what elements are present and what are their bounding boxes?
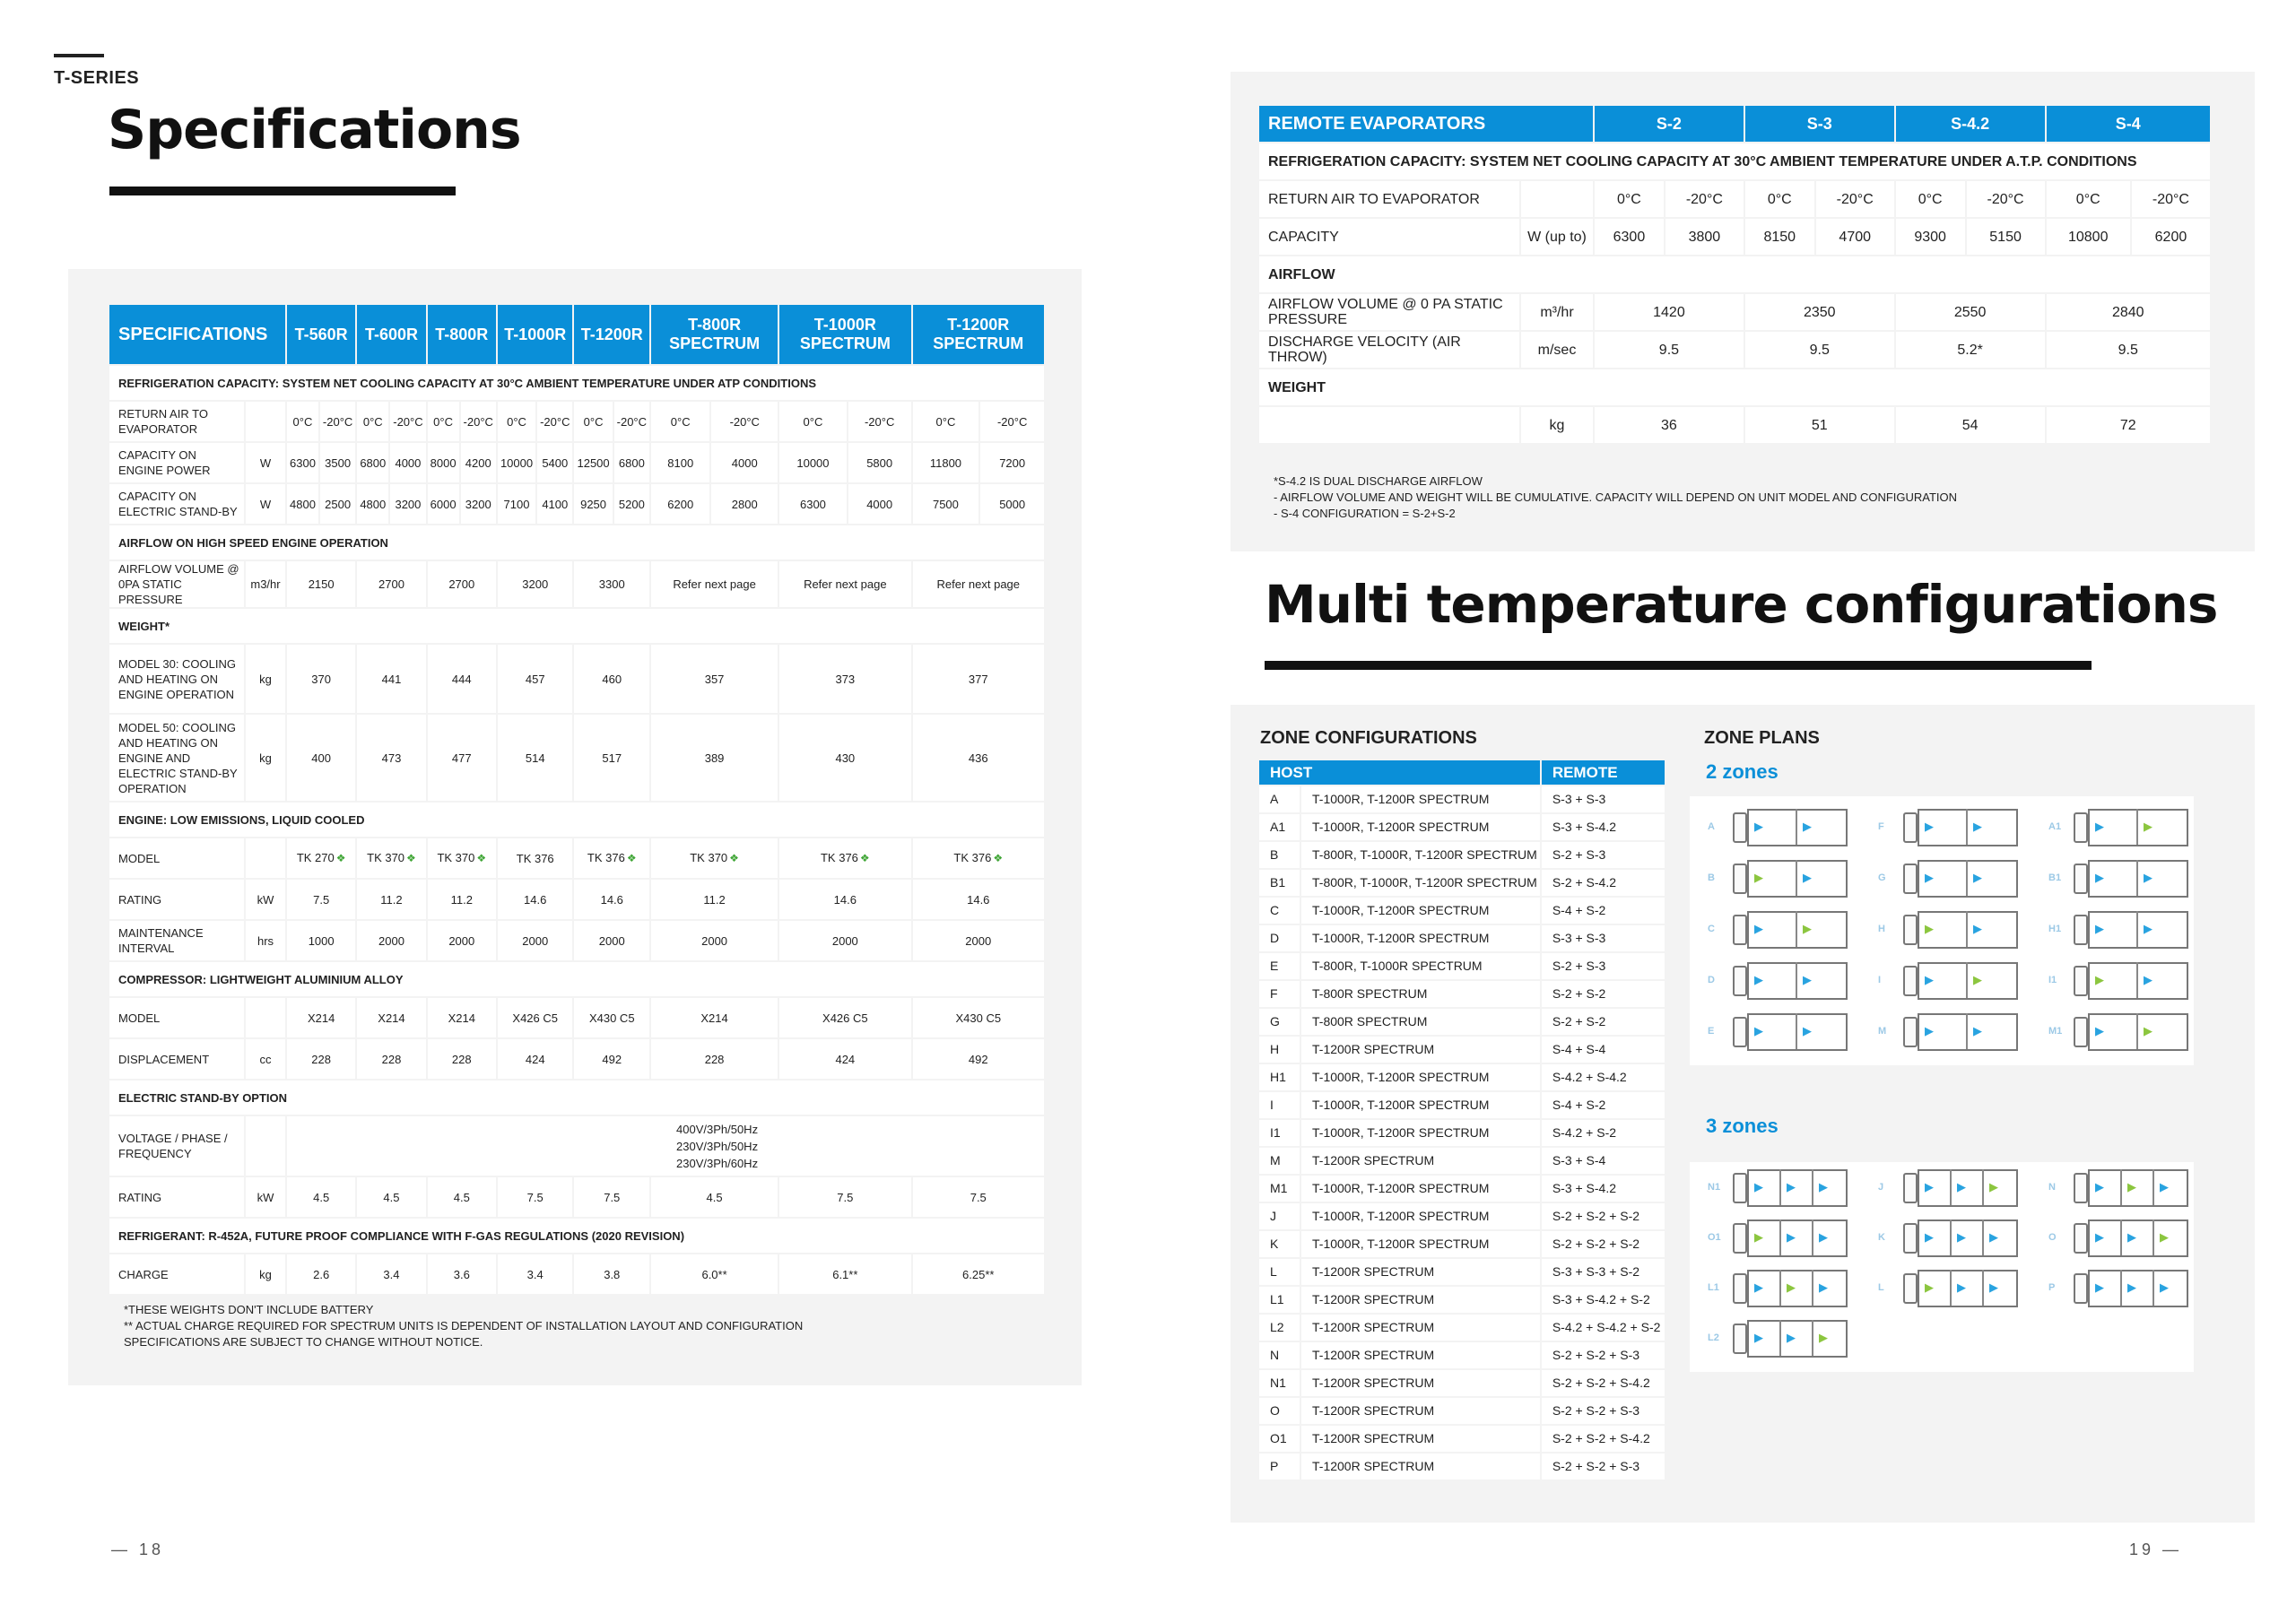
- leaf-icon: ❖: [476, 852, 487, 864]
- zone-divider: [2152, 1270, 2154, 1306]
- section-airflow: AIRFLOW ON HIGH SPEED ENGINE OPERATION: [109, 525, 1044, 560]
- airflow-arrow-icon: ▶: [2144, 1024, 2152, 1037]
- table-row: MODEL 50: COOLING AND HEATING ON ENGINE AND ELECTRIC STAND-BY OPERATION kg 400 473 477 514 517 389 430 436: [109, 715, 1044, 801]
- plan-label: N: [2048, 1182, 2056, 1193]
- plan-label: L1: [1708, 1282, 1719, 1293]
- plan-label: D: [1708, 975, 1715, 985]
- airflow-arrow-icon: ▶: [2095, 820, 2104, 833]
- table-row: L2 T-1200R SPECTRUM S-4.2 + S-4.2 + S-2: [1259, 1315, 1665, 1341]
- truck-cab-icon: [2074, 1017, 2088, 1047]
- truck-cab-icon: [1903, 1017, 1918, 1047]
- table-row: O T-1200R SPECTRUM S-2 + S-2 + S-3: [1259, 1398, 1665, 1424]
- table-row: VOLTAGE / PHASE / FREQUENCY 400V/3Ph/50Hz 230V/3Ph/50Hz 230V/3Ph/60Hz: [109, 1116, 1044, 1176]
- table-row: MODEL X214 X214 X214 X426 C5 X430 C5 X214 X426 C5 X430 C5: [109, 998, 1044, 1037]
- plan-label: J: [1878, 1182, 1884, 1193]
- truck-cab-icon: [1733, 1324, 1747, 1354]
- section-weight: WEIGHT*: [109, 609, 1044, 643]
- section-title-multi-temperature: Multi temperature configurations: [1265, 574, 2218, 635]
- zone-divider: [1812, 1320, 1813, 1356]
- zone-plans-heading: ZONE PLANS: [1704, 728, 1820, 748]
- section-engine: ENGINE: LOW EMISSIONS, LIQUID COOLED: [109, 803, 1044, 837]
- airflow-arrow-icon: ▶: [1803, 1024, 1812, 1037]
- zone-divider: [1966, 809, 1968, 845]
- truck-cab-icon: [1733, 915, 1747, 945]
- plan-label: I1: [2048, 975, 2057, 985]
- zone-rows: [1259, 786, 1665, 1480]
- title-underline: [109, 187, 456, 195]
- airflow-arrow-icon: ▶: [1754, 1280, 1763, 1294]
- truck-cab-icon: [2074, 966, 2088, 996]
- truck-cab-icon: [1733, 1273, 1747, 1304]
- truck-cab-icon: [1733, 1017, 1747, 1047]
- zone-divider: [1779, 1169, 1781, 1205]
- airflow-arrow-icon: ▶: [1819, 1180, 1828, 1193]
- airflow-arrow-icon: ▶: [2095, 1230, 2104, 1244]
- airflow-arrow-icon: ▶: [1973, 820, 1982, 833]
- airflow-arrow-icon: ▶: [1973, 922, 1982, 935]
- two-zones-label: 2 zones: [1706, 760, 1779, 783]
- header-model: T-1000R SPECTRUM: [779, 305, 910, 364]
- table-row: AIRFLOW VOLUME @ 0PA STATIC PRESSURE m3/hr 2150 2700 2700 3200 3300 Refer next page Refer next page Refer next page: [109, 561, 1044, 607]
- table-row: I T-1000R, T-1200R SPECTRUM S-4 + S-2: [1259, 1092, 1665, 1118]
- airflow-arrow-icon: ▶: [1925, 820, 1934, 833]
- plan-label: F: [1878, 821, 1884, 832]
- plan-label: I: [1878, 975, 1882, 985]
- table-row: M T-1200R SPECTRUM S-3 + S-4: [1259, 1148, 1665, 1174]
- airflow-arrow-icon: ▶: [1925, 871, 1934, 884]
- airflow-arrow-icon: ▶: [1925, 1180, 1934, 1193]
- zone-configurations-heading: ZONE CONFIGURATIONS: [1260, 728, 1477, 748]
- plan-label: H: [1878, 924, 1885, 934]
- zone-divider: [1812, 1169, 1813, 1205]
- zone-divider: [1796, 1013, 1797, 1049]
- airflow-arrow-icon: ▶: [1957, 1280, 1966, 1294]
- zone-divider: [1812, 1219, 1813, 1255]
- page-number-right: 19 —: [2129, 1541, 2183, 1558]
- plan-label: H1: [2048, 924, 2062, 934]
- airflow-arrow-icon: ▶: [1803, 922, 1812, 935]
- table-row: DISCHARGE VELOCITY (AIR THROW) m/sec 9.5 9.5 5.2* 9.5: [1259, 332, 2210, 368]
- table-row: H T-1200R SPECTRUM S-4 + S-4: [1259, 1037, 1665, 1063]
- leaf-icon: ❖: [859, 852, 870, 864]
- airflow-arrow-icon: ▶: [1754, 922, 1763, 935]
- airflow-arrow-icon: ▶: [2095, 1024, 2104, 1037]
- table-row: I1 T-1000R, T-1200R SPECTRUM S-4.2 + S-2: [1259, 1120, 1665, 1146]
- series-rule: [54, 54, 104, 57]
- airflow-arrow-icon: ▶: [2144, 871, 2152, 884]
- zone-divider: [1812, 1270, 1813, 1306]
- table-row: G T-800R SPECTRUM S-2 + S-2: [1259, 1009, 1665, 1035]
- truck-cab-icon: [1903, 966, 1918, 996]
- airflow-arrow-icon: ▶: [1754, 1331, 1763, 1344]
- zone-configurations-table: [1257, 759, 1666, 1481]
- plan-label: N1: [1708, 1182, 1721, 1193]
- zone-divider: [1966, 911, 1968, 947]
- zone-divider: [1779, 1320, 1781, 1356]
- series-label: T-SERIES: [54, 68, 140, 88]
- header-model: T-560R: [287, 305, 355, 364]
- zone-divider: [2152, 1219, 2154, 1255]
- header-model: T-600R: [357, 305, 425, 364]
- zone-divider: [1796, 860, 1797, 896]
- airflow-arrow-icon: ▶: [1754, 1180, 1763, 1193]
- table-row: O1 T-1200R SPECTRUM S-2 + S-2 + S-4.2: [1259, 1426, 1665, 1452]
- table-row: M1 T-1000R, T-1200R SPECTRUM S-3 + S-4.2: [1259, 1176, 1665, 1202]
- zone-divider: [1796, 911, 1797, 947]
- plan-label: C: [1708, 924, 1715, 934]
- leaf-icon: ❖: [626, 852, 637, 864]
- header-model: T-1200R SPECTRUM: [913, 305, 1044, 364]
- airflow-arrow-icon: ▶: [1803, 973, 1812, 986]
- airflow-arrow-icon: ▶: [2095, 1280, 2104, 1294]
- table-row: P T-1200R SPECTRUM S-2 + S-2 + S-3: [1259, 1454, 1665, 1480]
- table-row: DISPLACEMENT cc 228 228 228 424 492 228 424 492: [109, 1039, 1044, 1079]
- page-title-specifications: Specifications: [108, 99, 521, 161]
- table-row: AIRFLOW VOLUME @ 0 PA STATIC PRESSURE m³/hr 1420 2350 2550 2840: [1259, 294, 2210, 330]
- table-row: CAPACITY W (up to) 6300 3800 8150 4700 9300 5150 10800 6200: [1259, 219, 2210, 255]
- zone-divider: [2120, 1270, 2122, 1306]
- truck-cab-icon: [1903, 915, 1918, 945]
- table-header-row: REMOTE EVAPORATORS S-2 S-3 S-4.2 S-4: [1259, 106, 2210, 142]
- plan-label: B: [1708, 872, 1715, 883]
- airflow-arrow-icon: ▶: [1754, 1024, 1763, 1037]
- plan-label: P: [2048, 1282, 2056, 1293]
- zone-divider: [1950, 1219, 1952, 1255]
- plan-label: K: [1878, 1232, 1885, 1243]
- table-row: MODEL TK 270 ❖ TK 370 ❖ TK 370 ❖ TK 376 TK 376 ❖ TK 370 ❖ TK 376 ❖ TK 376 ❖: [109, 838, 1044, 878]
- airflow-arrow-icon: ▶: [1925, 1024, 1934, 1037]
- airflow-arrow-icon: ▶: [2095, 1180, 2104, 1193]
- table-row: L T-1200R SPECTRUM S-3 + S-3 + S-2: [1259, 1259, 1665, 1285]
- airflow-arrow-icon: ▶: [2160, 1280, 2169, 1294]
- header-specifications: SPECIFICATIONS: [109, 305, 285, 364]
- airflow-arrow-icon: ▶: [2127, 1230, 2136, 1244]
- truck-cab-icon: [1903, 812, 1918, 843]
- truck-cab-icon: [2074, 1173, 2088, 1203]
- airflow-arrow-icon: ▶: [2095, 871, 2104, 884]
- section-refrigeration: REFRIGERATION CAPACITY: SYSTEM NET COOLING CAPACITY AT 30°C AMBIENT TEMPERATURE UNDER ATP CONDITIONS: [109, 366, 1044, 400]
- leaf-icon: ❖: [335, 852, 346, 864]
- zone-divider: [2136, 962, 2138, 998]
- leaf-icon: ❖: [729, 852, 739, 864]
- zone-divider: [1966, 962, 1968, 998]
- table-row: N1 T-1200R SPECTRUM S-2 + S-2 + S-4.2: [1259, 1370, 1665, 1396]
- section-airflow: AIRFLOW: [1259, 256, 2210, 292]
- table-row: E T-800R, T-1000R SPECTRUM S-2 + S-3: [1259, 953, 1665, 979]
- table-row: kg 36 51 54 72: [1259, 407, 2210, 443]
- airflow-arrow-icon: ▶: [1819, 1280, 1828, 1294]
- airflow-arrow-icon: ▶: [2127, 1280, 2136, 1294]
- airflow-arrow-icon: ▶: [1787, 1331, 1796, 1344]
- table-row: A T-1000R, T-1200R SPECTRUM S-3 + S-3: [1259, 786, 1665, 812]
- table-row: MODEL 30: COOLING AND HEATING ON ENGINE OPERATION kg 370 441 444 457 460 357 373 377: [109, 645, 1044, 713]
- airflow-arrow-icon: ▶: [2095, 922, 2104, 935]
- airflow-arrow-icon: ▶: [1989, 1180, 1998, 1193]
- truck-cab-icon: [2074, 864, 2088, 894]
- table-row: RATING kW 7.5 11.2 11.2 14.6 14.6 11.2 14.6 14.6: [109, 880, 1044, 919]
- airflow-arrow-icon: ▶: [1803, 871, 1812, 884]
- zone-divider: [1950, 1169, 1952, 1205]
- zone-divider: [2136, 911, 2138, 947]
- truck-cab-icon: [1903, 864, 1918, 894]
- section-electric-standby: ELECTRIC STAND-BY OPTION: [109, 1081, 1044, 1115]
- airflow-arrow-icon: ▶: [1989, 1280, 1998, 1294]
- zone-divider: [2136, 860, 2138, 896]
- airflow-arrow-icon: ▶: [1787, 1230, 1796, 1244]
- airflow-arrow-icon: ▶: [1925, 973, 1934, 986]
- table-row: L1 T-1200R SPECTRUM S-3 + S-4.2 + S-2: [1259, 1287, 1665, 1313]
- spec-footnotes: *THESE WEIGHTS DON'T INCLUDE BATTERY ** ACTUAL CHARGE REQUIRED FOR SPECTRUM UNITS IS DEPENDENT OF INSTALLATION LAYOUT AND CONFIGURATION SPECIFICATIONS ARE SUBJECT TO CHANGE WITHOUT NOTICE.: [124, 1303, 804, 1349]
- airflow-arrow-icon: ▶: [1925, 1230, 1934, 1244]
- leaf-icon: ❖: [993, 852, 1004, 864]
- zone-divider: [2120, 1169, 2122, 1205]
- table-row: RETURN AIR TO EVAPORATOR 0°C -20°C 0°C -20°C 0°C -20°C 0°C -20°C: [1259, 181, 2210, 217]
- leaf-icon: ❖: [406, 852, 416, 864]
- table-row: J T-1000R, T-1200R SPECTRUM S-2 + S-2 + S-2: [1259, 1203, 1665, 1229]
- zone-divider: [2152, 1169, 2154, 1205]
- two-zone-plans: [1690, 796, 2194, 1065]
- table-header-row: HOST REMOTE: [1259, 760, 1665, 785]
- header-model: T-1000R: [498, 305, 573, 364]
- zone-divider: [1796, 809, 1797, 845]
- section-refrigeration: REFRIGERATION CAPACITY: SYSTEM NET COOLING CAPACITY AT 30°C AMBIENT TEMPERATURE UNDER A.T.P. CONDITIONS: [1259, 143, 2210, 179]
- airflow-arrow-icon: ▶: [1754, 871, 1763, 884]
- zone-divider: [1982, 1270, 1984, 1306]
- plan-label: O: [2048, 1232, 2057, 1243]
- page-number-left: — 18: [111, 1541, 165, 1558]
- airflow-arrow-icon: ▶: [2144, 973, 2152, 986]
- airflow-arrow-icon: ▶: [1819, 1331, 1828, 1344]
- airflow-arrow-icon: ▶: [1787, 1280, 1796, 1294]
- airflow-arrow-icon: ▶: [2160, 1230, 2169, 1244]
- table-row: B1 T-800R, T-1000R, T-1200R SPECTRUM S-2 + S-4.2: [1259, 870, 1665, 896]
- table-row: N T-1200R SPECTRUM S-2 + S-2 + S-3: [1259, 1342, 1665, 1368]
- table-row: CAPACITY ON ENGINE POWER W 6300 3500 6800 4000 8000 4200 10000 5400 12500 6800 8100 4000 10000 5800 11800 7200: [109, 443, 1044, 482]
- table-row: RETURN AIR TO EVAPORATOR 0°C -20°C 0°C -20°C 0°C -20°C 0°C -20°C 0°C -20°C 0°C -20°C 0°C -20°C 0°C -20°C: [109, 402, 1044, 441]
- truck-cab-icon: [1903, 1223, 1918, 1254]
- truck-cab-icon: [1903, 1273, 1918, 1304]
- table-header-row: [109, 305, 1044, 364]
- airflow-arrow-icon: ▶: [1957, 1230, 1966, 1244]
- zone-divider: [1966, 860, 1968, 896]
- table-row: D T-1000R, T-1200R SPECTRUM S-3 + S-3: [1259, 925, 1665, 951]
- section-weight: WEIGHT: [1259, 369, 2210, 405]
- airflow-arrow-icon: ▶: [1957, 1180, 1966, 1193]
- truck-cab-icon: [1733, 864, 1747, 894]
- airflow-arrow-icon: ▶: [1973, 973, 1982, 986]
- plan-label: O1: [1708, 1232, 1721, 1243]
- zone-divider: [2120, 1219, 2122, 1255]
- table-row: CAPACITY ON ELECTRIC STAND-BY W 4800 2500 4800 3200 6000 3200 7100 4100 9250 5200 6200 2800 6300 4000 7500 5000: [109, 484, 1044, 524]
- section-compressor: COMPRESSOR: LIGHTWEIGHT ALUMINIUM ALLOY: [109, 962, 1044, 996]
- remote-footnotes: *S-4.2 IS DUAL DISCHARGE AIRFLOW - AIRFLOW VOLUME AND WEIGHT WILL BE CUMULATIVE. CAPACITY WILL DEPEND ON UNIT MODEL AND CONFIGURATION - S-4 CONFIGURATION = S-2+S-2: [1274, 474, 1958, 520]
- title-underline: [1265, 661, 2092, 670]
- truck-cab-icon: [1733, 966, 1747, 996]
- airflow-arrow-icon: ▶: [2127, 1180, 2136, 1193]
- plan-label: E: [1708, 1026, 1715, 1037]
- zone-divider: [1779, 1270, 1781, 1306]
- airflow-arrow-icon: ▶: [1925, 1280, 1934, 1294]
- table-row: MAINTENANCE INTERVAL hrs 1000 2000 2000 2000 2000 2000 2000 2000: [109, 921, 1044, 960]
- zone-divider: [1982, 1169, 1984, 1205]
- airflow-arrow-icon: ▶: [1973, 1024, 1982, 1037]
- zone-divider: [1796, 962, 1797, 998]
- table-row: H1 T-1000R, T-1200R SPECTRUM S-4.2 + S-4.2: [1259, 1064, 1665, 1090]
- table-row: K T-1000R, T-1200R SPECTRUM S-2 + S-2 + S-2: [1259, 1231, 1665, 1257]
- airflow-arrow-icon: ▶: [2160, 1180, 2169, 1193]
- plan-label: M1: [2048, 1026, 2063, 1037]
- plan-label: A1: [2048, 821, 2062, 832]
- plan-label: M: [1878, 1026, 1887, 1037]
- plan-label: L2: [1708, 1332, 1719, 1343]
- truck-cab-icon: [2074, 812, 2088, 843]
- section-refrigerant: REFRIGERANT: R-452A, FUTURE PROOF COMPLIANCE WITH F-GAS REGULATIONS (2020 REVISION): [109, 1219, 1044, 1253]
- header-model: T-1200R: [574, 305, 649, 364]
- airflow-arrow-icon: ▶: [2144, 922, 2152, 935]
- zone-divider: [1982, 1219, 1984, 1255]
- airflow-arrow-icon: ▶: [1819, 1230, 1828, 1244]
- plan-label: B1: [2048, 872, 2062, 883]
- zone-divider: [2136, 809, 2138, 845]
- table-row: RATING kW 4.5 4.5 4.5 7.5 7.5 4.5 7.5 7.5: [109, 1177, 1044, 1217]
- airflow-arrow-icon: ▶: [1754, 973, 1763, 986]
- truck-cab-icon: [2074, 1273, 2088, 1304]
- header-model: T-800R: [428, 305, 496, 364]
- airflow-arrow-icon: ▶: [1925, 922, 1934, 935]
- airflow-arrow-icon: ▶: [1787, 1180, 1796, 1193]
- table-row: A1 T-1000R, T-1200R SPECTRUM S-3 + S-4.2: [1259, 814, 1665, 840]
- three-zones-label: 3 zones: [1706, 1115, 1779, 1137]
- airflow-arrow-icon: ▶: [1803, 820, 1812, 833]
- zone-divider: [1966, 1013, 1968, 1049]
- table-row: B T-800R, T-1000R, T-1200R SPECTRUM S-2 + S-3: [1259, 842, 1665, 868]
- airflow-arrow-icon: ▶: [1973, 871, 1982, 884]
- airflow-arrow-icon: ▶: [1754, 1230, 1763, 1244]
- table-row: C T-1000R, T-1200R SPECTRUM S-4 + S-2: [1259, 898, 1665, 924]
- truck-cab-icon: [1733, 1173, 1747, 1203]
- table-row: CHARGE kg 2.6 3.4 3.6 3.4 3.8 6.0** 6.1** 6.25**: [109, 1254, 1044, 1294]
- truck-cab-icon: [1733, 812, 1747, 843]
- three-zone-plans: [1690, 1162, 2194, 1372]
- table-row: F T-800R SPECTRUM S-2 + S-2: [1259, 981, 1665, 1007]
- truck-cab-icon: [1733, 1223, 1747, 1254]
- airflow-arrow-icon: ▶: [1989, 1230, 1998, 1244]
- zone-divider: [1950, 1270, 1952, 1306]
- zone-divider: [1779, 1219, 1781, 1255]
- plan-label: L: [1878, 1282, 1884, 1293]
- truck-cab-icon: [2074, 915, 2088, 945]
- header-model: T-800R SPECTRUM: [651, 305, 778, 364]
- zone-divider: [2136, 1013, 2138, 1049]
- specifications-table: [108, 303, 1046, 1296]
- truck-cab-icon: [2074, 1223, 2088, 1254]
- remote-evaporators-table: [1257, 104, 2212, 445]
- airflow-arrow-icon: ▶: [2144, 820, 2152, 833]
- plan-label: G: [1878, 872, 1886, 883]
- plan-label: A: [1708, 821, 1715, 832]
- airflow-arrow-icon: ▶: [2095, 973, 2104, 986]
- truck-cab-icon: [1903, 1173, 1918, 1203]
- airflow-arrow-icon: ▶: [1754, 820, 1763, 833]
